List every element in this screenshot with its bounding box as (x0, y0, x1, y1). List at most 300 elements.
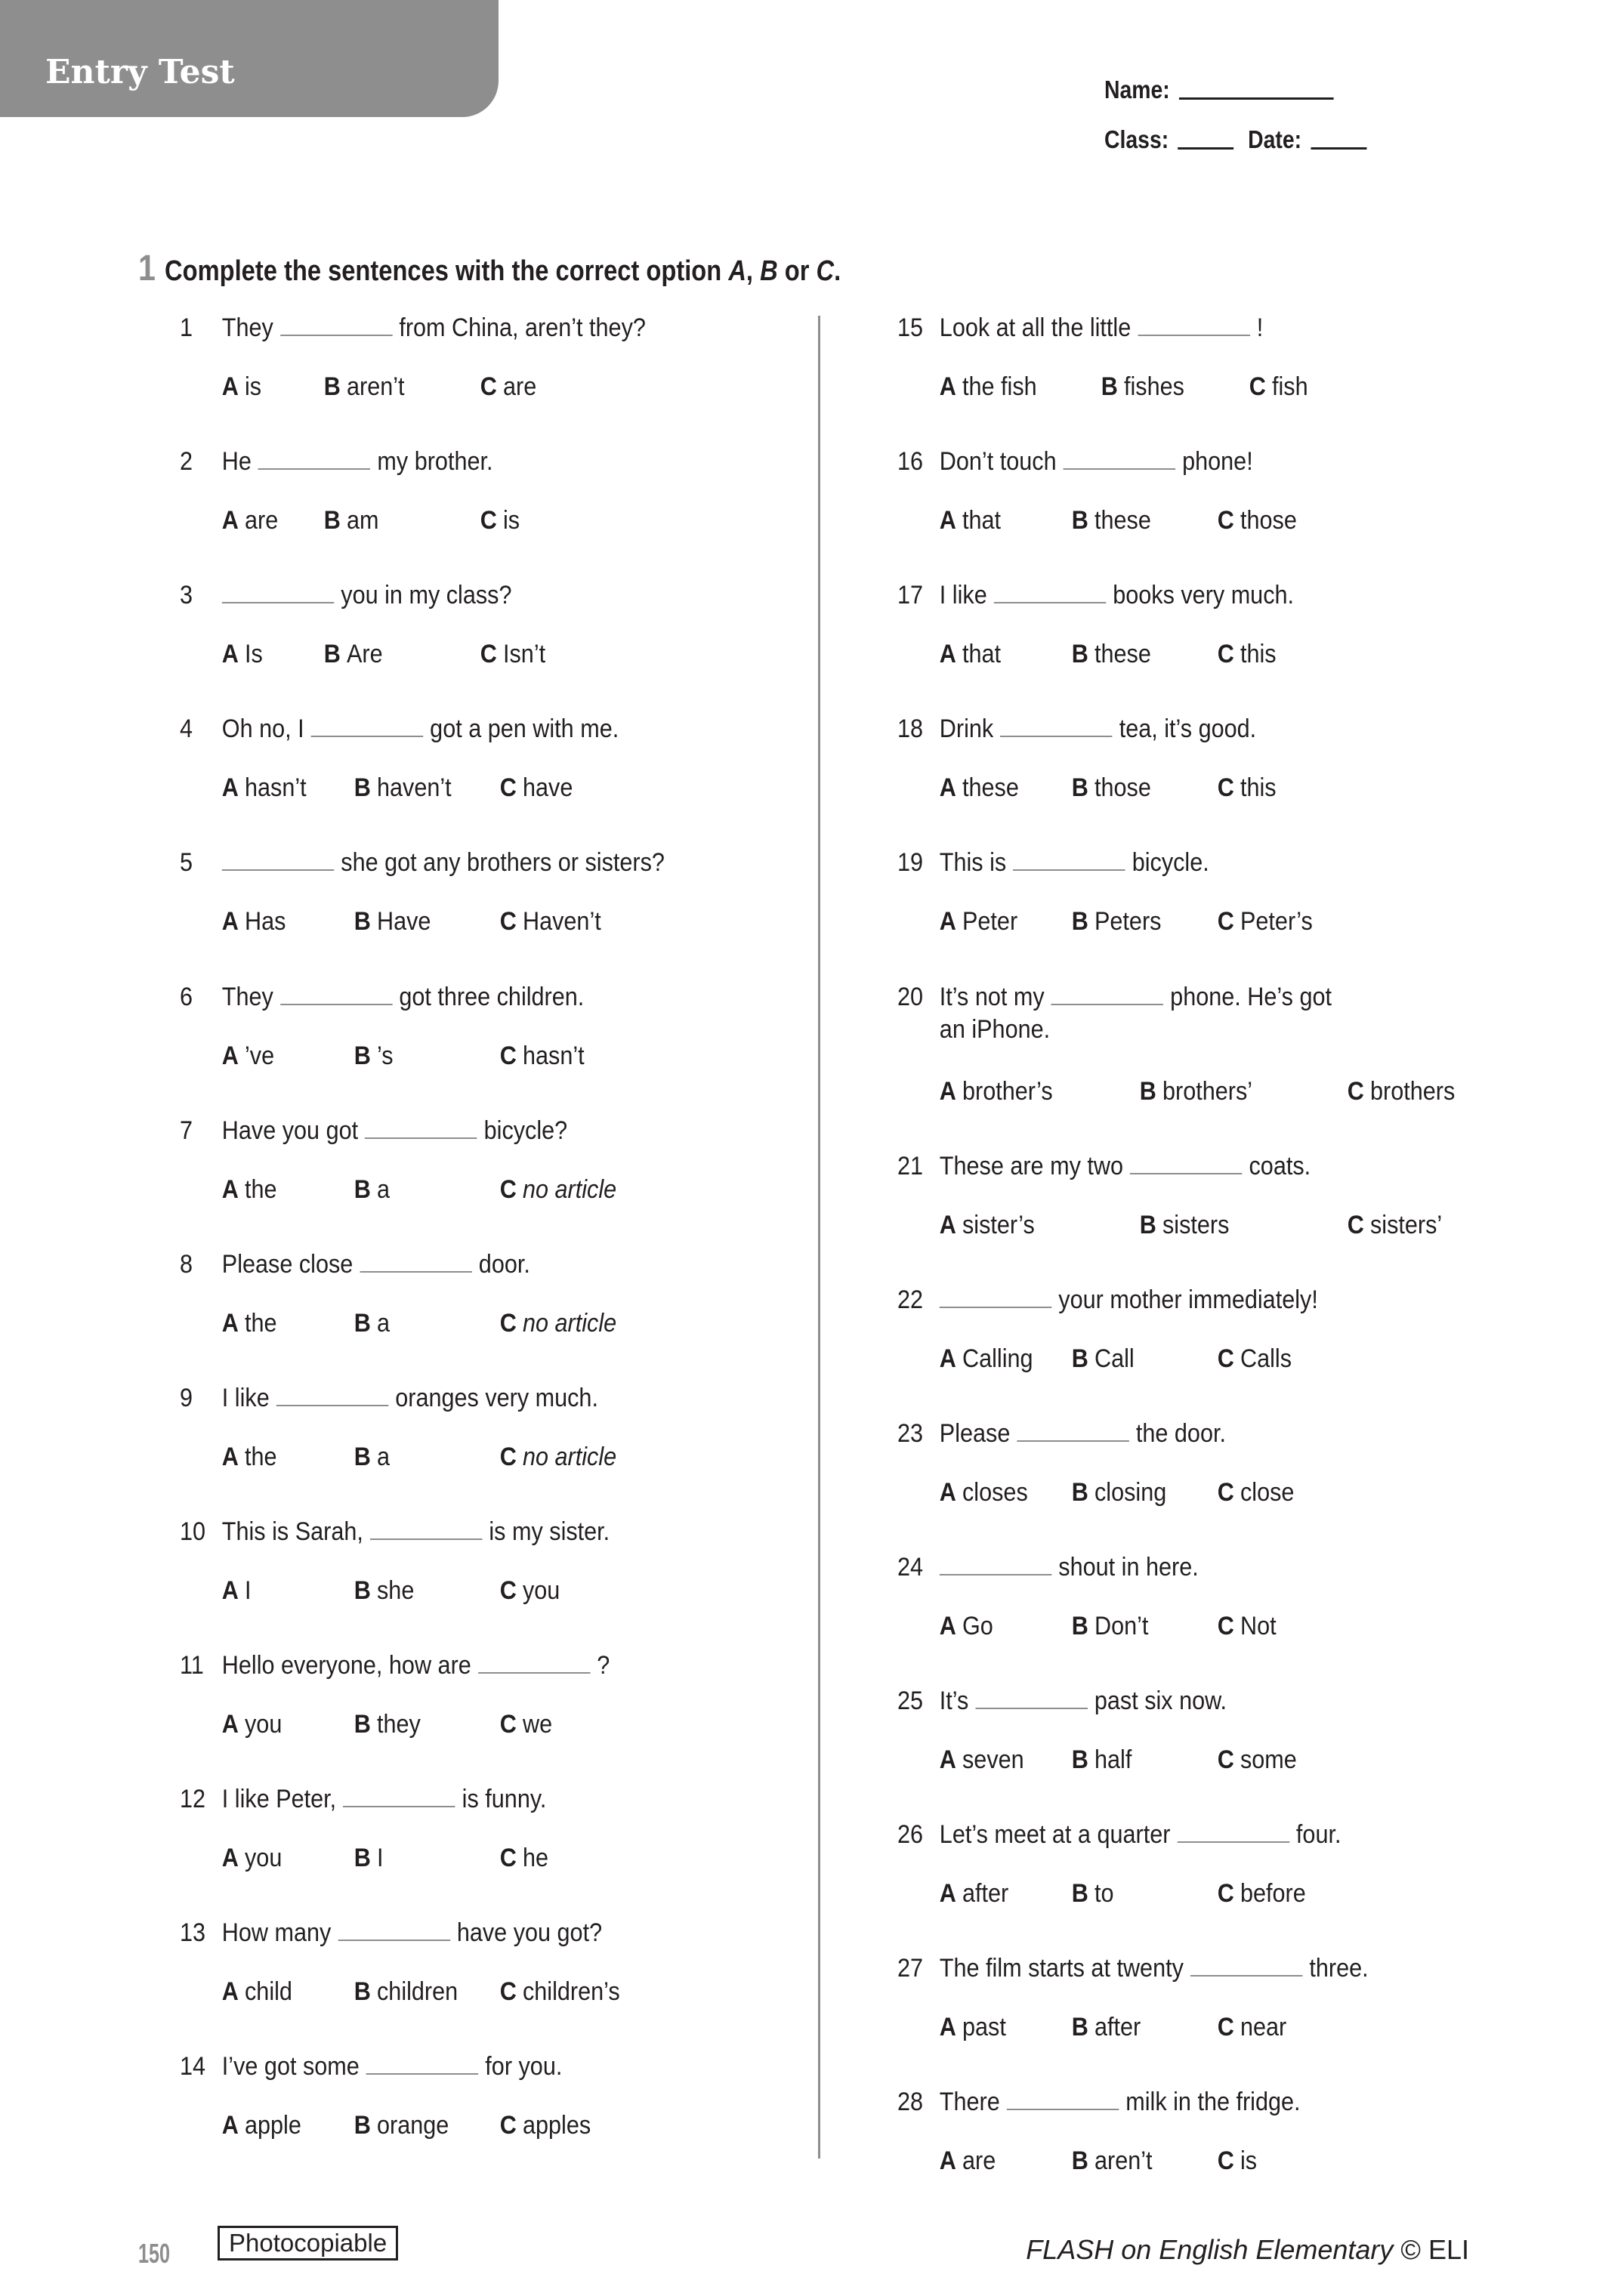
option-a[interactable] (940, 506, 1001, 535)
option-letter: A (939, 1477, 956, 1507)
question-sentence (897, 1820, 1341, 1850)
option-c[interactable] (480, 506, 520, 535)
question-item (897, 1418, 1295, 1507)
option-b[interactable] (354, 1443, 390, 1472)
answer-blank[interactable] (1064, 468, 1176, 470)
question-number: 21 (897, 1151, 924, 1180)
option-b[interactable] (354, 907, 431, 937)
option-letter: B (1101, 372, 1118, 401)
option-a[interactable] (222, 1309, 277, 1338)
sentence-end: phone. He’s got (1170, 982, 1332, 1011)
option-letter: C (1217, 1344, 1234, 1373)
name-label: Name: (1104, 76, 1170, 103)
option-a[interactable] (222, 907, 286, 937)
answer-blank[interactable] (1130, 1172, 1243, 1174)
sentence-start: It’s not my (939, 982, 1045, 1011)
option-text: past (962, 2013, 1006, 2042)
answer-blank[interactable] (222, 869, 335, 871)
option-a[interactable] (222, 372, 261, 402)
instruction-text: Complete the sentences with the correct option (165, 255, 729, 287)
answer-blank[interactable] (258, 468, 371, 470)
answer-blank[interactable] (1013, 869, 1125, 871)
sentence-end: for you. (485, 2052, 563, 2082)
option-text: a (377, 1308, 391, 1338)
option-b[interactable] (1072, 773, 1151, 803)
question-sentence (180, 1517, 610, 1547)
sentence-start: I’ve got some (221, 2052, 360, 2082)
option-a[interactable] (940, 1879, 1008, 1909)
question-sentence (897, 983, 1332, 1012)
option-letter: A (221, 773, 239, 803)
question-number: 13 (180, 1918, 206, 1948)
option-letter: B (354, 1575, 371, 1605)
option-a[interactable] (940, 1077, 1053, 1106)
option-letter: A (939, 1879, 956, 1909)
option-b[interactable] (1072, 1478, 1166, 1508)
option-letter: A (939, 1210, 956, 1239)
sentence-end: tea, it’s good. (1119, 714, 1257, 744)
option-b[interactable] (354, 1309, 390, 1338)
sentence-end: door. (478, 1249, 530, 1279)
answer-blank[interactable] (1000, 735, 1113, 737)
option-b[interactable] (1140, 1211, 1230, 1240)
option-b[interactable] (1140, 1077, 1252, 1106)
option-letter: B (323, 506, 341, 535)
option-text: fish (1271, 372, 1308, 401)
option-letter: B (1071, 1344, 1088, 1373)
question-number: 22 (897, 1285, 924, 1314)
option-letter: C (499, 907, 517, 937)
option-a[interactable] (940, 1344, 1033, 1374)
option-b[interactable] (354, 1710, 421, 1739)
option-a[interactable] (940, 1745, 1024, 1775)
sentence-start: Let’s meet at a quarter (939, 1820, 1171, 1850)
option-a[interactable] (222, 506, 278, 535)
option-text: is (245, 372, 262, 401)
option-b[interactable] (1072, 1879, 1114, 1909)
option-text: these (1095, 640, 1151, 669)
option-letter: B (354, 1977, 371, 2007)
option-letter: C (1217, 506, 1234, 535)
option-a[interactable] (940, 372, 1037, 402)
option-b[interactable] (1072, 506, 1151, 535)
option-text: haven’t (377, 773, 452, 803)
sentence-end: is funny. (462, 1785, 547, 1814)
option-letter: A (221, 1844, 239, 1873)
answer-blank[interactable] (975, 1707, 1088, 1709)
sentence-end: four. (1295, 1820, 1341, 1850)
option-a[interactable] (940, 1478, 1028, 1508)
class-date-row (1104, 125, 1366, 154)
option-b[interactable] (1072, 907, 1162, 937)
option-letter: B (1071, 2146, 1088, 2176)
option-text: seven (962, 1745, 1024, 1774)
date-line[interactable] (1311, 147, 1366, 150)
option-letter: A (939, 907, 956, 937)
question-item (897, 1687, 1297, 1774)
option-text: brothers (1370, 1076, 1456, 1106)
option-c[interactable] (500, 907, 601, 937)
option-letter: C (499, 1041, 517, 1070)
option-text: she (377, 1575, 415, 1605)
option-letter: C (1217, 1879, 1234, 1909)
option-text: this (1240, 640, 1277, 669)
question-item (180, 313, 646, 401)
option-text: aren’t (347, 372, 405, 401)
question-sentence (180, 1785, 546, 1814)
option-c[interactable] (500, 1042, 585, 1071)
question-number: 19 (897, 848, 924, 878)
question-item (180, 1383, 617, 1471)
option-letter: A (221, 640, 239, 669)
option-text: Calls (1240, 1344, 1292, 1373)
option-letter: C (480, 372, 497, 401)
option-letter: B (1071, 907, 1088, 937)
option-c[interactable] (1218, 640, 1277, 669)
option-b[interactable] (324, 506, 379, 535)
option-text: I (245, 1575, 252, 1605)
sentence-end: coats. (1249, 1151, 1311, 1180)
answer-blank[interactable] (940, 1306, 1052, 1308)
option-text: hasn’t (245, 773, 307, 803)
sentence-end: books very much. (1113, 581, 1295, 610)
option-a[interactable] (222, 1175, 277, 1205)
option-c[interactable] (1218, 907, 1313, 937)
question-item (897, 1552, 1277, 1640)
option-a[interactable] (222, 1042, 274, 1071)
answer-blank[interactable] (1177, 1841, 1289, 1843)
option-a[interactable] (940, 1612, 993, 1641)
question-item (180, 714, 619, 803)
option-b[interactable] (1072, 640, 1151, 669)
name-line[interactable] (1179, 97, 1334, 100)
question-number: 27 (897, 1954, 924, 1983)
question-number: 20 (897, 982, 924, 1011)
option-c[interactable] (500, 1977, 620, 2007)
option-letter: A (939, 1076, 956, 1106)
answer-blank[interactable] (366, 2072, 479, 2075)
option-letter: C (499, 1977, 517, 2007)
question-number: 24 (897, 1552, 924, 1582)
sentence-end: milk in the fridge. (1125, 2088, 1301, 2117)
question-sentence (180, 1651, 610, 1680)
answer-blank[interactable] (222, 601, 335, 603)
option-b[interactable] (354, 2111, 449, 2140)
question-item (897, 982, 1456, 1106)
sentence-start: The film starts at twenty (939, 1954, 1184, 1983)
option-b[interactable] (1072, 2146, 1153, 2176)
sentence-start: I like (939, 581, 987, 610)
sentence-start: This is (939, 848, 1007, 878)
option-b[interactable] (354, 1576, 415, 1606)
option-text: brothers’ (1162, 1076, 1253, 1106)
option-c[interactable] (1348, 1077, 1455, 1106)
question-item (897, 1820, 1341, 1909)
option-text: Peter’s (1240, 907, 1313, 937)
option-text: no article (522, 1308, 617, 1338)
option-b[interactable] (1072, 1745, 1132, 1775)
option-text: that (962, 640, 1002, 669)
option-c[interactable] (1218, 2146, 1257, 2176)
option-letter: A (221, 907, 239, 937)
question-item (897, 714, 1277, 803)
option-c[interactable] (1218, 1745, 1297, 1775)
sentence-end: got three children. (399, 982, 585, 1011)
answer-blank[interactable] (1017, 1440, 1129, 1442)
option-text: that (962, 506, 1002, 535)
question-sentence (180, 313, 646, 343)
question-sentence (897, 581, 1294, 610)
question-item (897, 2088, 1301, 2176)
answer-blank[interactable] (280, 334, 393, 336)
option-text: sisters’ (1370, 1210, 1443, 1239)
sentence-end: ! (1256, 313, 1264, 342)
option-c[interactable] (480, 640, 545, 669)
sentence-start: They (221, 982, 273, 1011)
option-c[interactable] (1218, 1344, 1292, 1374)
option-letter: A (939, 2146, 956, 2176)
answer-blank[interactable] (1190, 1974, 1302, 1977)
option-a[interactable] (222, 2111, 301, 2140)
option-letter: C (1217, 2013, 1234, 2042)
instruction-c: C (816, 255, 835, 287)
option-a[interactable] (222, 1443, 277, 1472)
question-sentence (897, 1285, 1318, 1315)
option-text: after (1095, 2013, 1141, 2042)
option-c[interactable] (500, 1443, 616, 1472)
sentence-start: Look at all the little (939, 313, 1132, 342)
option-text: apples (522, 2111, 591, 2140)
option-text: is (1240, 2146, 1258, 2176)
question-sentence (180, 1384, 598, 1413)
answer-blank[interactable] (360, 1270, 472, 1273)
option-text: he (522, 1844, 549, 1873)
copyright-credit (1026, 2234, 1469, 2266)
sentence-end: ? (597, 1651, 610, 1680)
answer-blank[interactable] (1051, 1003, 1164, 1005)
sentence-end: oranges very much. (395, 1383, 598, 1412)
sentence-start: Have you got (221, 1116, 359, 1145)
option-b[interactable] (324, 372, 405, 402)
answer-blank[interactable] (994, 601, 1107, 603)
question-item (180, 581, 546, 669)
question-sentence (897, 848, 1209, 878)
sentence-start: Please (939, 1418, 1011, 1448)
question-sentence (180, 1250, 530, 1279)
option-letter: B (354, 907, 371, 937)
option-text: Not (1240, 1611, 1277, 1640)
question-sentence (180, 848, 665, 878)
option-letter: B (1071, 1879, 1088, 1909)
question-item (180, 848, 665, 937)
option-letter: A (221, 1041, 239, 1070)
option-c[interactable] (1218, 1612, 1277, 1641)
option-text: have (522, 773, 573, 803)
option-letter: A (939, 640, 956, 669)
option-c[interactable] (480, 372, 536, 402)
option-text: Don’t (1095, 1611, 1149, 1640)
option-c[interactable] (500, 1175, 616, 1205)
option-letter: C (1217, 773, 1234, 803)
question-item (897, 1151, 1443, 1239)
option-text: is (503, 506, 520, 535)
option-letter: B (354, 773, 371, 803)
option-letter: C (1217, 1477, 1234, 1507)
option-b[interactable] (354, 1175, 390, 1205)
answer-blank[interactable] (370, 1538, 483, 1540)
option-c[interactable] (500, 1710, 552, 1739)
question-item (180, 1918, 620, 2007)
instruction-b: B (760, 255, 778, 287)
class-line[interactable] (1178, 147, 1233, 150)
option-b[interactable] (1072, 1344, 1135, 1374)
option-text: I (377, 1844, 384, 1873)
option-c[interactable] (1218, 1478, 1295, 1508)
sentence-start: This is Sarah, (221, 1517, 363, 1546)
option-text: ’ve (245, 1041, 275, 1070)
sentence-start: There (939, 2088, 1000, 2117)
option-text: am (347, 506, 379, 535)
option-c[interactable] (1218, 2013, 1286, 2042)
option-letter: C (1347, 1076, 1364, 1106)
option-letter: B (1139, 1076, 1156, 1106)
answer-blank[interactable] (365, 1137, 477, 1139)
question-sentence (897, 1553, 1199, 1582)
option-b[interactable] (354, 773, 452, 803)
option-letter: C (1347, 1210, 1364, 1239)
sentence-start: I like Peter, (221, 1785, 337, 1814)
option-letter: A (221, 1174, 239, 1204)
page-number: 150 (138, 2238, 171, 2269)
option-c[interactable] (500, 773, 573, 803)
question-item (180, 1651, 610, 1739)
answer-blank[interactable] (280, 1003, 393, 1005)
option-c[interactable] (500, 1576, 560, 1606)
option-text: child (245, 1977, 292, 2007)
option-text: fishes (1123, 372, 1184, 401)
option-b[interactable] (354, 1042, 394, 1071)
option-letter: B (1071, 773, 1088, 803)
option-letter: B (354, 1174, 371, 1204)
option-text: these (962, 773, 1019, 803)
option-b[interactable] (324, 640, 383, 669)
option-text: Are (347, 640, 383, 669)
option-a[interactable] (940, 2013, 1006, 2042)
option-a[interactable] (222, 1844, 283, 1873)
option-text: before (1240, 1879, 1306, 1909)
sentence-continuation: an iPhone. (939, 1014, 1051, 1044)
option-c[interactable] (1218, 1879, 1306, 1909)
question-item (897, 581, 1295, 669)
option-text: near (1240, 2013, 1287, 2042)
instruction-end: . (834, 255, 841, 287)
name-field[interactable] (1104, 76, 1333, 104)
option-letter: C (499, 1174, 517, 1204)
question-sentence (897, 2088, 1301, 2117)
question-number: 12 (180, 1785, 206, 1814)
option-text: some (1240, 1745, 1297, 1774)
answer-blank[interactable] (1007, 2108, 1119, 2110)
option-text: Is (245, 640, 263, 669)
option-b[interactable] (1072, 2013, 1141, 2042)
option-letter: B (354, 1442, 371, 1471)
question-sentence (180, 1116, 567, 1146)
option-c[interactable] (1249, 372, 1308, 402)
option-letter: B (1071, 1611, 1088, 1640)
option-a[interactable] (222, 1710, 283, 1739)
option-c[interactable] (500, 2111, 591, 2140)
answer-blank[interactable] (276, 1404, 389, 1406)
option-b[interactable] (354, 1844, 384, 1873)
option-b[interactable] (1101, 372, 1184, 402)
option-letter: A (939, 773, 956, 803)
option-a[interactable] (940, 773, 1019, 803)
sentence-start: It’s (939, 1687, 969, 1715)
option-a[interactable] (940, 907, 1017, 937)
option-a[interactable] (940, 2146, 996, 2176)
option-a[interactable] (222, 1576, 252, 1606)
answer-blank[interactable] (311, 735, 424, 737)
sentence-start: Drink (939, 714, 994, 744)
option-a[interactable] (940, 1211, 1035, 1240)
answer-blank[interactable] (338, 1939, 449, 1941)
option-c[interactable] (1218, 773, 1277, 803)
option-c[interactable] (1218, 506, 1297, 535)
answer-blank[interactable] (478, 1671, 590, 1674)
question-number: 5 (180, 848, 193, 878)
answer-blank[interactable] (940, 1573, 1052, 1575)
option-text: no article (522, 1442, 617, 1471)
option-text: this (1240, 773, 1277, 803)
option-a[interactable] (222, 640, 263, 669)
option-c[interactable] (500, 1844, 548, 1873)
option-c[interactable] (1348, 1211, 1442, 1240)
option-text: Calling (962, 1344, 1033, 1373)
option-a[interactable] (222, 773, 307, 803)
option-text: Isn’t (503, 640, 546, 669)
answer-blank[interactable] (1138, 334, 1250, 336)
option-text: to (1095, 1879, 1114, 1909)
option-letter: C (499, 1575, 517, 1605)
option-b[interactable] (354, 1977, 458, 2007)
question-sentence (897, 714, 1256, 744)
question-item (897, 447, 1297, 535)
answer-blank[interactable] (343, 1805, 455, 1807)
option-letter: B (1071, 506, 1088, 535)
sentence-end: bicycle? (483, 1116, 568, 1145)
option-text: a (377, 1174, 391, 1204)
option-a[interactable] (940, 640, 1001, 669)
question-number: 3 (180, 581, 193, 610)
option-a[interactable] (222, 1977, 292, 2007)
option-c[interactable] (500, 1309, 616, 1338)
option-text: those (1095, 773, 1151, 803)
sentence-end: from China, aren’t they? (399, 313, 646, 342)
question-number: 1 (180, 313, 193, 342)
option-letter: C (499, 773, 517, 803)
sentence-start: They (221, 313, 273, 342)
question-item (897, 1285, 1318, 1373)
option-text: are (503, 372, 537, 401)
sentence-end: bicycle. (1132, 848, 1209, 878)
sentence-start: How many (221, 1918, 332, 1948)
option-text: the (245, 1308, 277, 1338)
option-b[interactable] (1072, 1612, 1149, 1641)
option-text: children’s (522, 1977, 620, 2007)
option-letter: A (939, 2013, 956, 2042)
sentence-end: past six now. (1094, 1687, 1227, 1715)
question-number: 18 (897, 714, 924, 744)
